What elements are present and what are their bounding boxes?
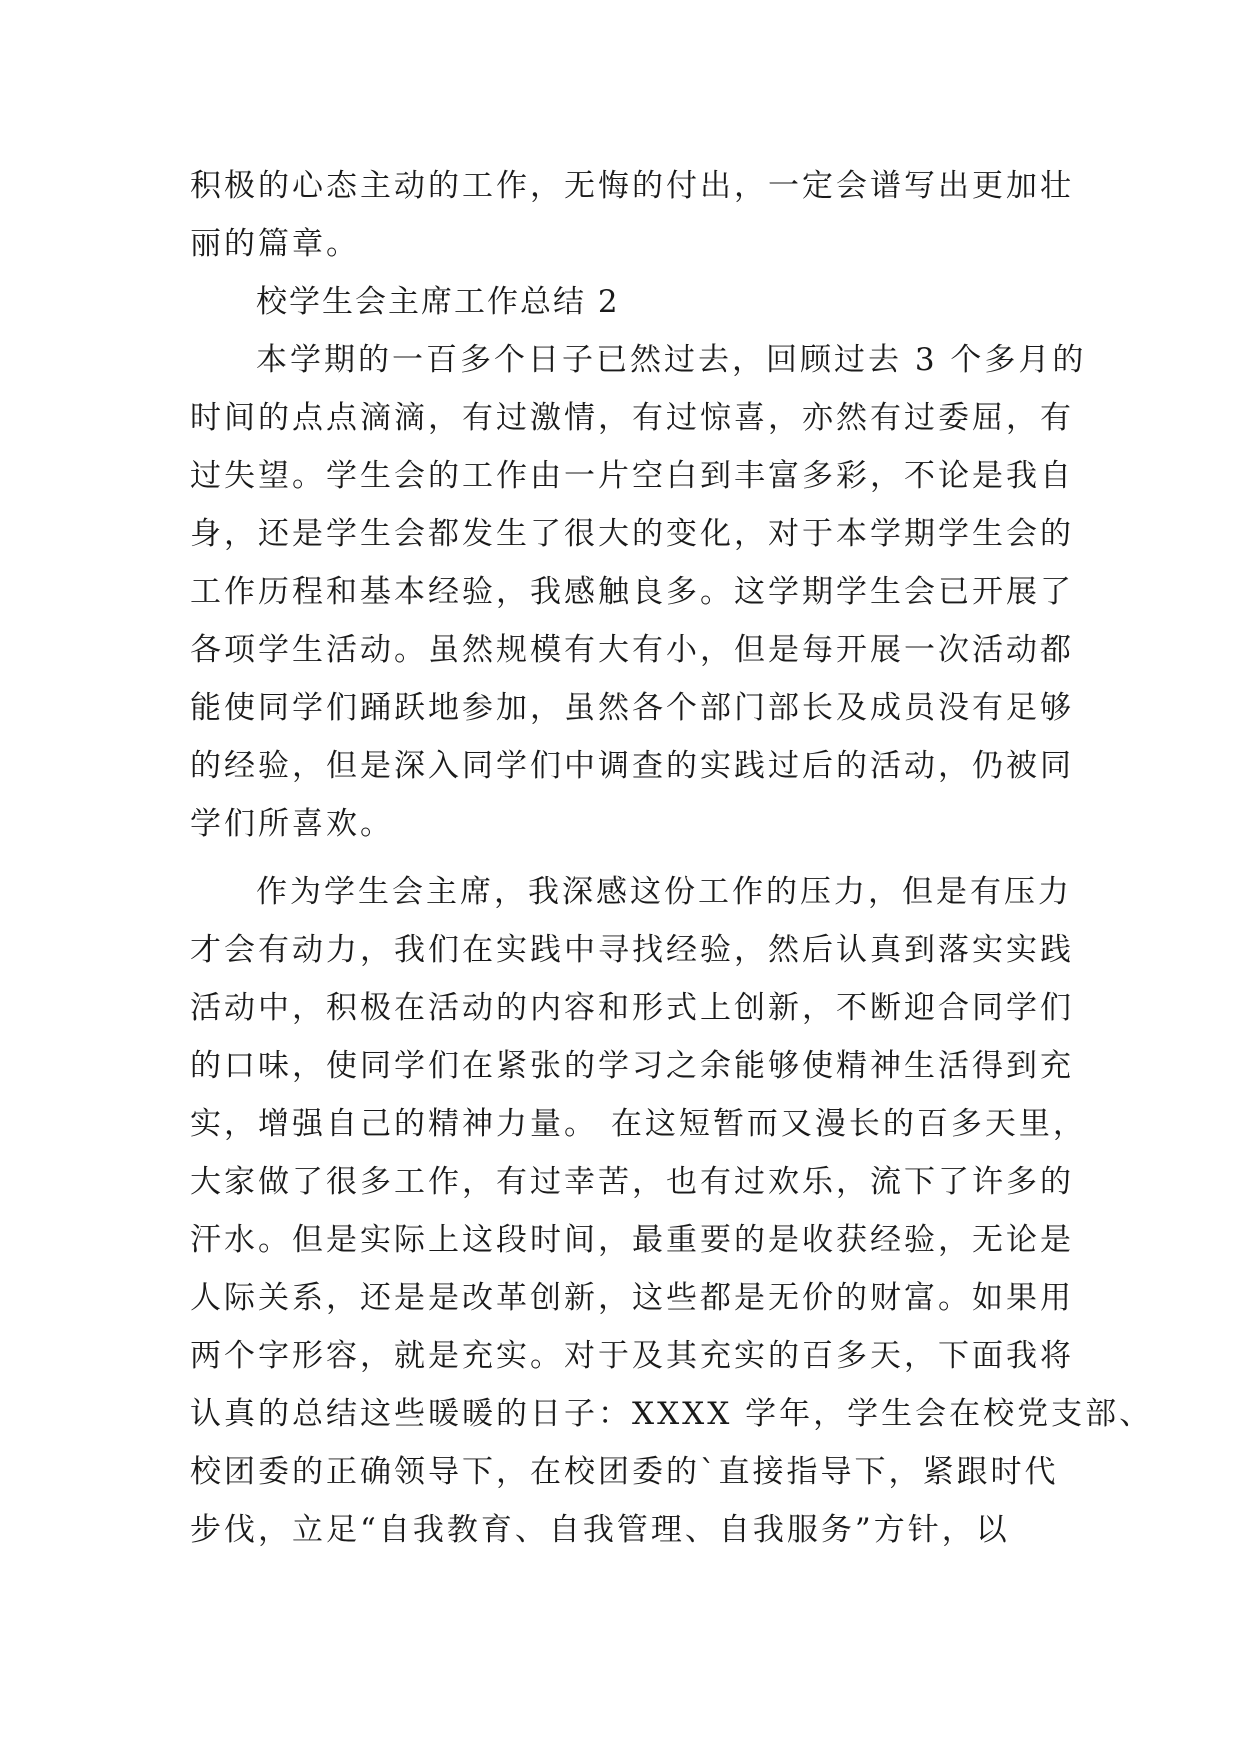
text-line: 活动中，积极在活动的内容和形式上创新，不断迎合同学们 [190,990,1074,1026]
text-line: 实，增强自己的精神力量。 在这短暂而又漫长的百多天里， [190,1106,1087,1142]
text-line: 学们所喜欢。 [190,806,394,842]
text-line: 两个字形容，就是充实。对于及其充实的百多天，下面我将 [190,1338,1074,1374]
text-line: 工作历程和基本经验，我感触良多。这学期学生会已开展了 [190,574,1074,610]
text-line: 过失望。学生会的工作由一片空白到丰富多彩，不论是我自 [190,458,1074,494]
paragraph-gap [190,853,1070,863]
text-line: 身，还是学生会都发生了很大的变化，对于本学期学生会的 [190,516,1074,552]
section-title: 校学生会主席工作总结 2 [256,284,620,320]
text-line: 能使同学们踊跃地参加，虽然各个部门部长及成员没有足够 [190,690,1074,726]
text-line: 步伐，立足“自我教育、自我管理、自我服务”方针，以 [190,1512,1010,1548]
text-line: 本学期的一百多个日子已然过去，回顾过去 3 个多月的 [256,342,1087,378]
text-line: 汗水。但是实际上这段时间，最重要的是收获经验，无论是 [190,1222,1074,1258]
text-line: 作为学生会主席，我深感这份工作的压力，但是有压力 [256,874,1072,910]
text-line: 时间的点点滴滴，有过激情，有过惊喜，亦然有过委屈，有 [190,400,1074,436]
text-line: 认真的总结这些暖暖的日子：XXXX 学年，学生会在校党支部、 [190,1396,1154,1432]
text-line: 的经验，但是深入同学们中调查的实践过后的活动，仍被同 [190,748,1074,784]
text-line: 的口味，使同学们在紧张的学习之余能够使精神生活得到充 [190,1048,1074,1084]
text-line: 校团委的正确领导下，在校团委的`直接指导下，紧跟时代 [190,1454,1059,1490]
text-line: 各项学生活动。虽然规模有大有小，但是每开展一次活动都 [190,632,1074,668]
text-line: 大家做了很多工作，有过幸苦，也有过欢乐，流下了许多的 [190,1164,1074,1200]
text-line: 才会有动力，我们在实践中寻找经验，然后认真到落实实践 [190,932,1074,968]
document-body [190,157,1154,1559]
text-line: 人际关系，还是是改革创新，这些都是无价的财富。如果用 [190,1280,1074,1316]
text-line: 丽的篇章。 [190,226,360,262]
text-line: 积极的心态主动的工作，无悔的付出，一定会谱写出更加壮 [190,168,1074,204]
